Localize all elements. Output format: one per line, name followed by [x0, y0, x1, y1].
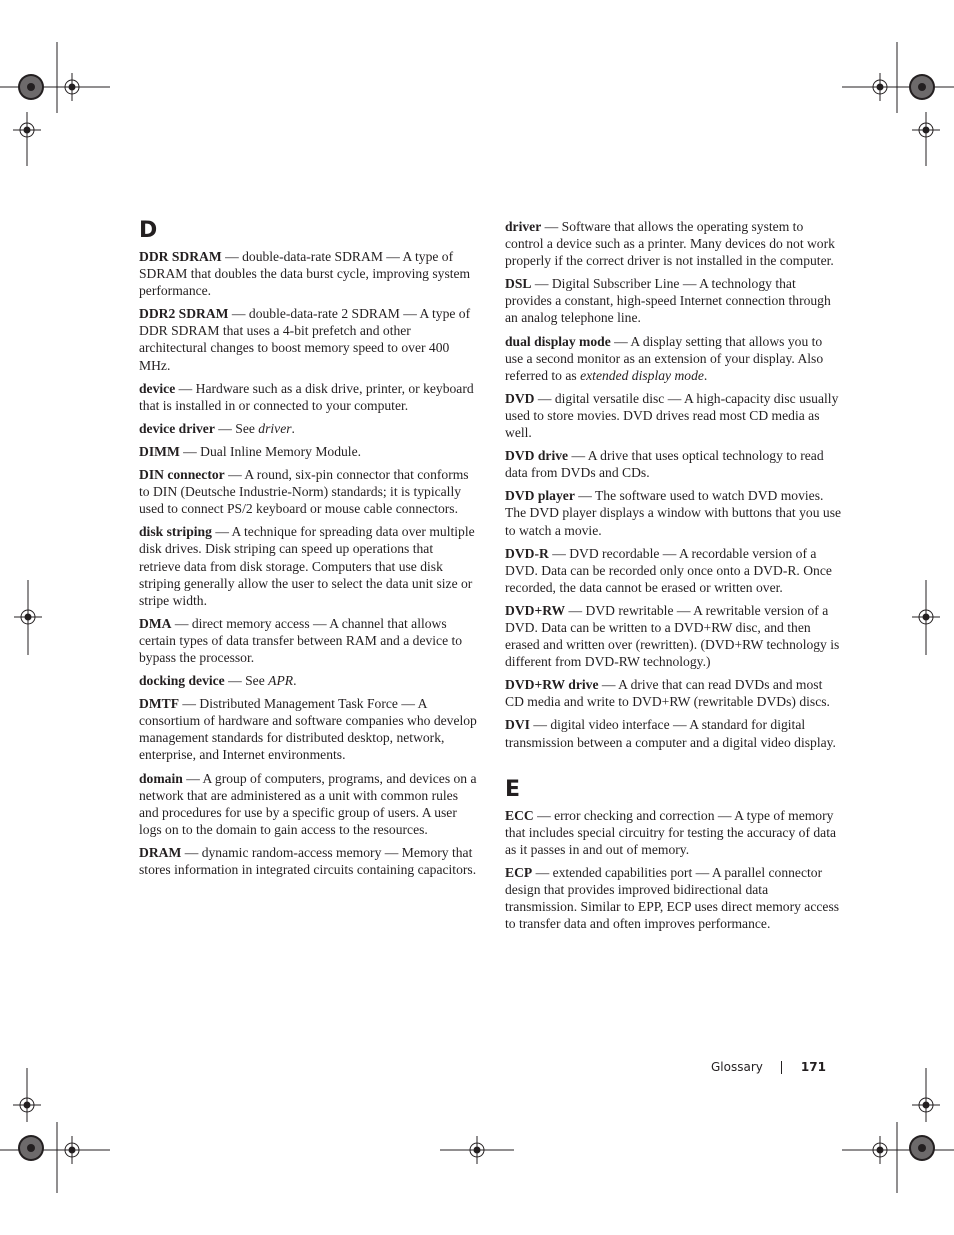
page-footer [711, 1060, 826, 1074]
glossary-term: DVD player [505, 488, 575, 504]
registration-mark-icon [13, 1091, 41, 1119]
registration-mark-icon [58, 1136, 86, 1164]
glossary-entry-ecc [505, 807, 843, 858]
glossary-definition: — double-data-rate 2 SDRAM — A type of DDR SDRAM that uses a 4-bit prefetch and other architectural changes to boost memory speed to over 400 MHz. [139, 306, 471, 373]
glossary-entry-driver [505, 218, 843, 269]
registration-mark-icon [463, 1136, 491, 1164]
registration-mark-icon [13, 116, 41, 144]
glossary-entry-dvd-plus-rw-drive [505, 676, 843, 710]
glossary-definition: — Digital Subscriber Line — A technology that provides a constant, high-speed Internet connection through an analog telephone line. [505, 276, 831, 326]
glossary-entry-domain [139, 770, 477, 838]
glossary-entry-dsl [505, 275, 843, 326]
footer-section-label: Glossary [711, 1060, 763, 1074]
glossary-entry-device-driver [139, 420, 477, 437]
glossary-list-e [505, 807, 843, 933]
glossary-list-d-left [139, 248, 477, 878]
glossary-entry-din-connector [139, 466, 477, 517]
registration-mark-icon [866, 73, 894, 101]
glossary-definition: — A group of computers, programs, and devices on a network that are administered as a unit with common rules and procedures for use by a specific group of users. A user logs on to the domain to gain access to the resources. [139, 770, 477, 837]
glossary-term: DVD-R [505, 545, 549, 561]
glossary-term: DIMM [139, 443, 180, 459]
glossary-definition: — digital video interface — A standard for digital transmission between a computer and a digital video display. [505, 717, 836, 750]
glossary-entry-dmtf [139, 695, 477, 763]
glossary-term: domain [139, 770, 183, 786]
glossary-entry-dvd-plus-rw [505, 602, 843, 670]
glossary-definition: — DVD rewritable — A rewritable version of a DVD. Data can be written to a DVD+RW disc, and then erased and written over (rewritten). (DVD+RW technology is different from DVD-RW technology.) [505, 602, 840, 670]
glossary-definition: — direct memory access — A channel that allows certain types of data transfer between RAM and a device to bypass the processor. [139, 615, 463, 665]
glossary-definition: — A round, six-pin connector that conforms to DIN (Deutsche Industrie-Norm) standards; it is typically used to connect PS/2 keyboard or mouse cable connectors. [139, 467, 469, 517]
glossary-term: DIN connector [139, 467, 225, 483]
glossary-column-right [505, 218, 843, 938]
glossary-entry-dram [139, 844, 477, 878]
page-number: 171 [800, 1060, 826, 1074]
glossary-term: driver [505, 219, 542, 234]
glossary-entry-ddr2-sdram [139, 305, 477, 373]
glossary-definition: — See [214, 420, 259, 436]
glossary-term: docking device [139, 673, 225, 689]
glossary-term: DDR SDRAM [139, 249, 222, 264]
glossary-definition: — Hardware such as a disk drive, printer, or keyboard that is installed in or connected to your computer. [139, 380, 474, 413]
registration-mark-icon [866, 1136, 894, 1164]
footer-divider [781, 1061, 782, 1074]
glossary-entry-ecp [505, 864, 843, 932]
glossary-punctuation: . [291, 420, 295, 436]
glossary-cross-reference: APR [268, 673, 294, 689]
glossary-list-d-right [505, 218, 843, 751]
section-spacer [505, 757, 843, 777]
glossary-definition: — DVD recordable — A recordable version of a DVD. Data can be recorded only once onto a DVD-R. Once recorded, the data cannot be erased or written over. [505, 545, 832, 595]
glossary-term: DRAM [139, 844, 182, 860]
glossary-column-left [139, 218, 477, 884]
registration-mark-icon [912, 1091, 940, 1119]
glossary-entry-docking-device [139, 672, 477, 689]
glossary-term: DMTF [139, 696, 180, 712]
glossary-punctuation: . [703, 367, 708, 383]
glossary-definition: — The software used to watch DVD movies. The DVD player displays a window with buttons that you use to watch a movie. [505, 488, 842, 538]
star-target-icon [18, 74, 44, 100]
glossary-term: DDR2 SDRAM [139, 306, 229, 322]
glossary-entry-dvi [505, 716, 843, 750]
glossary-entry-dma [139, 615, 477, 666]
glossary-entry-device [139, 380, 477, 414]
glossary-definition: — See [224, 673, 269, 689]
glossary-term: DVD [505, 390, 535, 406]
glossary-entry-dvd [505, 390, 843, 441]
glossary-term: DVD+RW [505, 602, 566, 618]
glossary-definition: — double-data-rate SDRAM — A type of SDRAM that doubles the data burst cycle, improving system performance. [139, 249, 471, 299]
glossary-definition: — dynamic random-access memory — Memory that stores information in integrated circuits containing capacitors. [139, 844, 477, 877]
glossary-term: ECP [505, 864, 533, 880]
glossary-definition: — A drive that uses optical technology to read data from DVDs and CDs. [505, 448, 824, 481]
glossary-definition: — error checking and correction — A type of memory that includes special circuitry for testing the accuracy of data as it passes in and out of memory. [505, 807, 837, 857]
glossary-term: DMA [139, 615, 172, 631]
glossary-entry-disk-striping [139, 523, 477, 608]
glossary-term: dual display mode [505, 333, 611, 349]
section-heading-e: E [505, 776, 521, 802]
glossary-term: DVI [505, 717, 530, 733]
star-target-icon [18, 1135, 44, 1161]
glossary-cross-reference: driver [258, 420, 292, 436]
glossary-definition: — Dual Inline Memory Module. [179, 443, 362, 459]
star-target-icon [909, 74, 935, 100]
glossary-term: disk striping [139, 524, 212, 540]
registration-mark-icon [58, 73, 86, 101]
registration-mark-icon [912, 603, 940, 631]
star-target-icon [909, 1135, 935, 1161]
glossary-entry-ddr-sdram [139, 248, 477, 299]
section-heading-d: D [139, 218, 158, 243]
glossary-term: device [139, 380, 176, 396]
glossary-definition: — A drive that can read DVDs and most CD media and write to DVD+RW (rewritable DVDs) discs. [505, 677, 830, 710]
registration-mark-icon [14, 603, 42, 631]
registration-mark-icon [912, 116, 940, 144]
glossary-definition: — Software that allows the operating system to control a device such as a printer. Many devices do not work properly if the correct driver is not installed in the computer. [505, 219, 835, 269]
glossary-punctuation: . [293, 673, 297, 689]
glossary-term: DVD drive [505, 448, 569, 464]
glossary-cross-reference: extended display mode [580, 367, 704, 383]
glossary-definition: — A technique for spreading data over multiple disk drives. Disk striping can speed up operations that retrieve data from disk storage. Computers that use disk striping generally allow the user to select the data unit size or stripe width. [139, 524, 475, 608]
glossary-term: device driver [139, 420, 215, 436]
glossary-entry-dvd-drive [505, 447, 843, 481]
glossary-definition: — Distributed Management Task Force — A consortium of hardware and software companies who develop management standards for distributed desktop, network, enterprise, and Internet environments. [139, 696, 477, 763]
glossary-definition: — digital versatile disc — A high-capacity disc usually used to store movies. DVD drives read most CD media as well. [505, 390, 839, 441]
glossary-term: DSL [505, 276, 532, 292]
glossary-term: ECC [505, 807, 534, 823]
glossary-entry-dvd-player [505, 487, 843, 538]
glossary-term: DVD+RW drive [505, 677, 599, 693]
glossary-entry-dvd-r [505, 545, 843, 596]
glossary-definition: — A display setting that allows you to use a second monitor as an extension of your display. Also referred to as [505, 333, 824, 383]
glossary-entry-dual-display-mode [505, 333, 843, 384]
glossary-entry-dimm [139, 443, 477, 460]
glossary-definition: — extended capabilities port — A parallel connector design that provides improved bidirectional data transmission. Similar to EPP, ECP uses direct memory access to transfer data and often improves performance. [505, 864, 840, 932]
